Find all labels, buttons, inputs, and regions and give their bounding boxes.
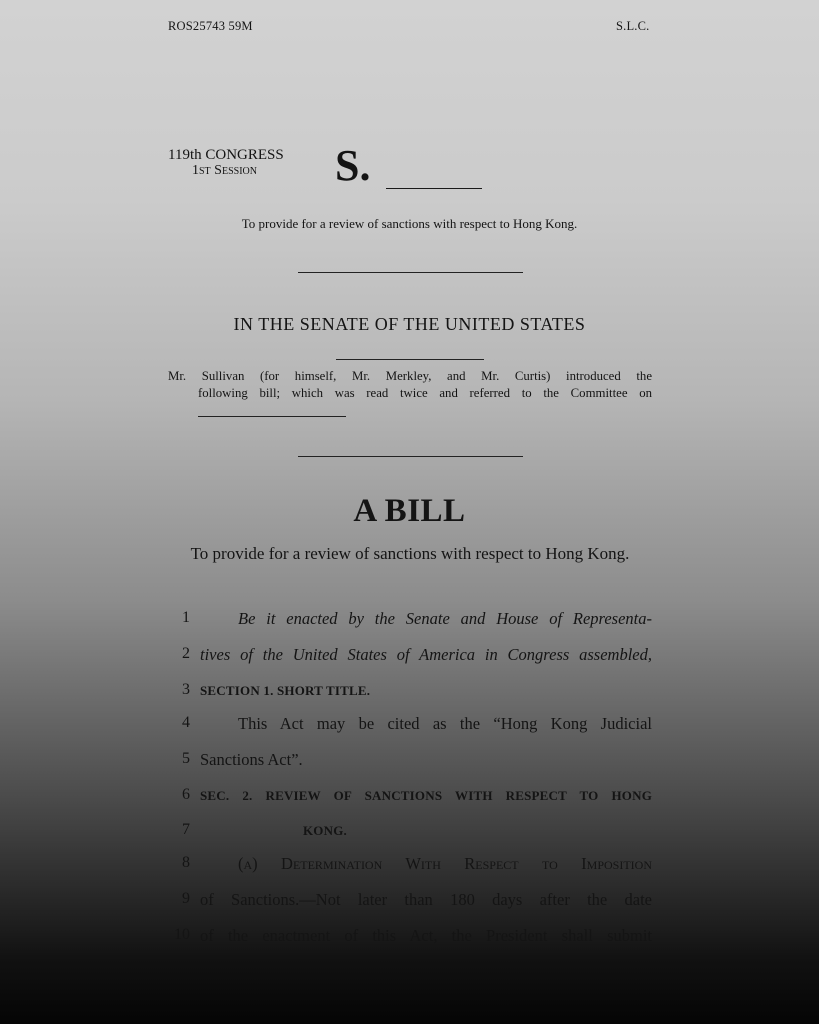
line-number: 3 bbox=[182, 681, 190, 698]
line-text: This Act may be cited as the “Hong Kong Judicial bbox=[238, 714, 652, 733]
line-text: Sanctions Act”. bbox=[200, 750, 303, 769]
purpose-summary: To provide for a review of sanctions with respect to Hong Kong. bbox=[241, 216, 578, 231]
line-number: 1 bbox=[182, 609, 190, 626]
line-text: tives of the United States of America in Congress assembled, bbox=[200, 645, 652, 664]
bill-letter: S. bbox=[335, 141, 371, 190]
line-number: 4 bbox=[182, 714, 190, 731]
line-number: 8 bbox=[182, 854, 190, 871]
bill-purpose: To provide for a review of sanctions with respect to Hong Kong. bbox=[190, 544, 630, 563]
line-text: of Sanctions.—Not later than 180 days after the date bbox=[200, 890, 652, 909]
line-number: 9 bbox=[182, 890, 190, 907]
line-number: 7 bbox=[182, 821, 190, 838]
session-label: 1st Session bbox=[192, 163, 257, 178]
line-number: 10 bbox=[174, 926, 190, 943]
section-heading: SEC. 2. REVIEW OF SANCTIONS WITH RESPECT TO HONG bbox=[200, 788, 652, 803]
section-heading-continued: KONG. bbox=[303, 823, 347, 838]
line-number: 2 bbox=[182, 645, 190, 662]
divider-rule bbox=[298, 272, 523, 273]
introduction-line-2: following bill; which was read twice and referred to the Committee on bbox=[198, 386, 652, 400]
bill-number-blank bbox=[386, 188, 482, 189]
line-text: of the enactment of this Act, the President shall submit bbox=[200, 926, 652, 945]
divider-rule-short bbox=[336, 359, 484, 360]
line-text: (a) Determination With Respect to Imposition bbox=[238, 854, 652, 873]
section-heading: SECTION 1. SHORT TITLE. bbox=[200, 683, 371, 698]
line-text: Be it enacted by the Senate and House of Representa- bbox=[238, 609, 652, 628]
senate-heading: IN THE SENATE OF THE UNITED STATES bbox=[233, 314, 586, 334]
committee-blank bbox=[198, 416, 346, 417]
document-code: ROS25743 59M bbox=[168, 19, 253, 33]
line-number: 5 bbox=[182, 750, 190, 767]
line-number: 6 bbox=[182, 786, 190, 803]
slc-code: S.L.C. bbox=[616, 19, 650, 33]
introduction-paragraph bbox=[168, 368, 652, 402]
introduction-line-1: Mr. Sullivan (for himself, Mr. Merkley, and Mr. Curtis) introduced the bbox=[168, 369, 652, 383]
bill-heading: A BILL bbox=[353, 493, 466, 529]
congress-label: 119th CONGRESS bbox=[168, 147, 284, 163]
divider-rule bbox=[298, 456, 523, 457]
